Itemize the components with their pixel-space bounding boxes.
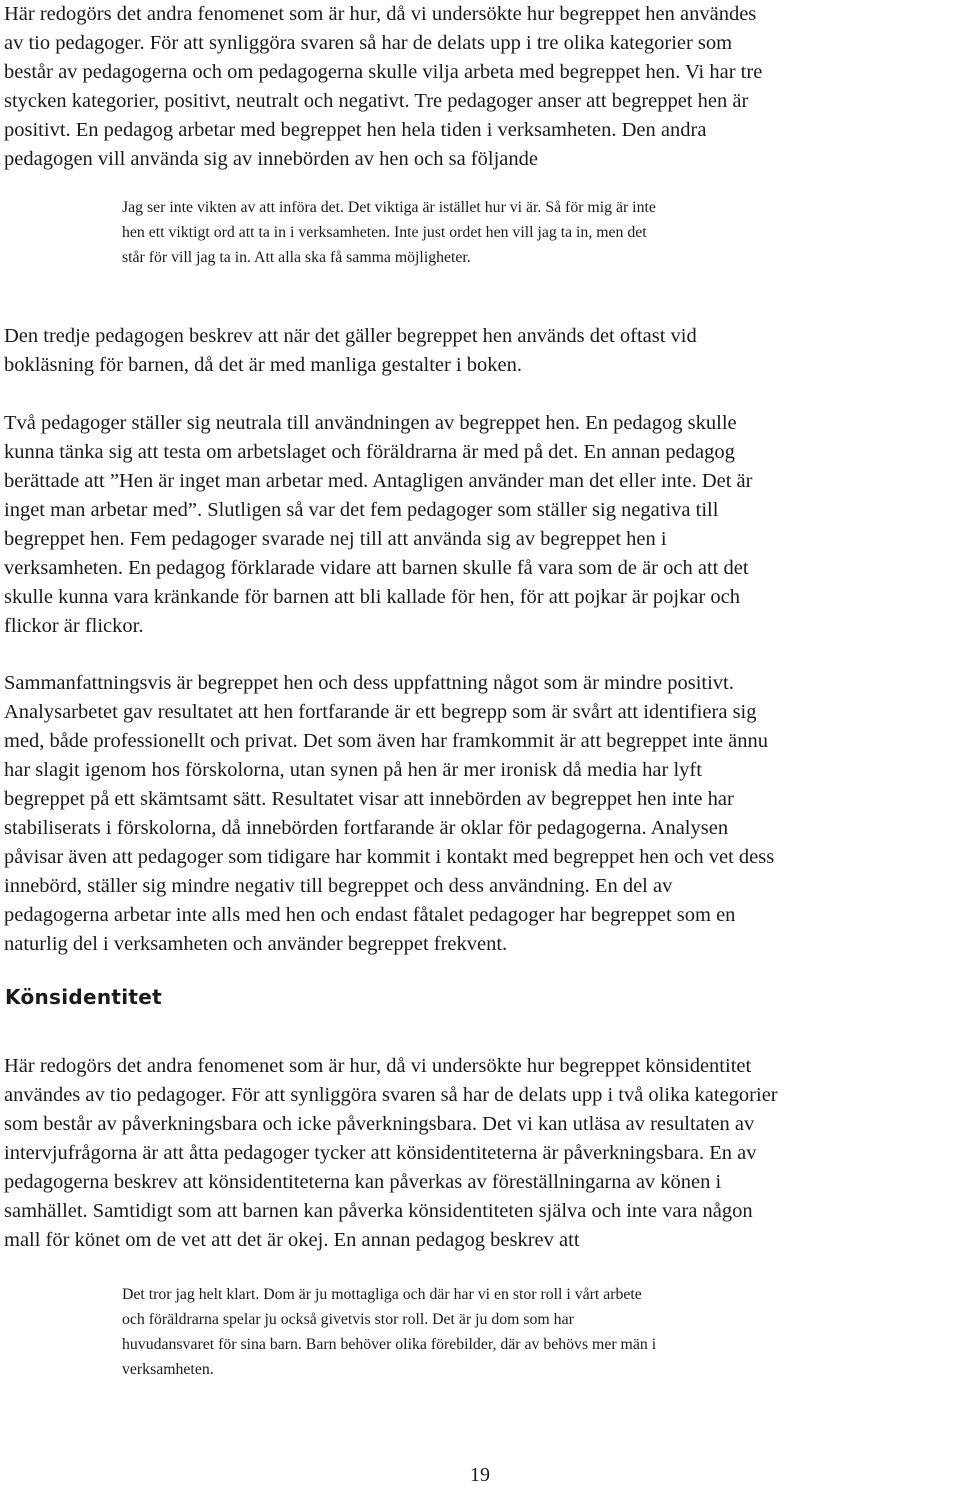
paragraph-third-pedagogue (4, 322, 958, 380)
block-quote-konsidentitet (122, 1282, 852, 1382)
text-line: stycken kategorier, positivt, neutralt och negativt. Tre pedagoger anser att begreppet hen är (4, 90, 749, 112)
quote-line: huvudansvaret för sina barn. Barn behöver olika förebilder, där av behövs mer män i (122, 1336, 657, 1353)
text-line: stabiliserats i förskolorna, då innebörden fortfarande är oklar för pedagogerna. Analysen (4, 817, 729, 839)
block-quote-hen (122, 195, 852, 270)
quote-line: Det tror jag helt klart. Dom är ju mottagliga och där har vi en stor roll i vårt arbete (122, 1286, 642, 1303)
text-line: Här redogörs det andra fenomenet som är hur, då vi undersökte hur begreppet könsidentitet (4, 1055, 752, 1077)
text-line: inget man arbetar med”. Slutligen så var det fem pedagoger som ställer sig negativa till (4, 499, 719, 521)
text-line: pedagogerna arbetar inte alls med hen och endast fåtalet pedagoger har begreppet som en (4, 904, 736, 926)
page-number: 19 (470, 1464, 490, 1486)
paragraph-neutral-negative (4, 409, 958, 641)
text-line: pedagogerna beskrev att könsidentiteterna kan påverkas av föreställningarna av könen i (4, 1171, 722, 1193)
text-line: som består av påverkningsbara och icke påverkningsbara. Det vi kan utläsa av resultaten av (4, 1113, 755, 1135)
text-line: naturlig del i verksamheten och använder begreppet frekvent. (4, 933, 508, 955)
text-line: skulle kunna vara kränkande för barnen att bli kallade för hen, för att pojkar är pojkar och (4, 586, 740, 608)
quote-line: hen ett viktigt ord att ta in i verksamheten. Inte just ordet hen vill jag ta in, men det (122, 224, 647, 241)
text-line: Här redogörs det andra fenomenet som är hur, då vi undersökte hur begreppet hen användes (4, 3, 757, 25)
text-line: Analysarbetet gav resultatet att hen fortfarande är ett begrepp som är svårt att identifiera sig (4, 701, 757, 723)
text-line: har slagit igenom hos förskolorna, utan synen på hen är mer ironisk då media har lyft (4, 759, 702, 781)
text-line: begreppet på ett skämtsamt sätt. Resultatet visar att innebörden av begreppet hen inte har (4, 788, 734, 810)
text-line: samhället. Samtidigt som att barnen kan påverka könsidentiteten själva och inte vara någon (4, 1200, 753, 1222)
text-line: Sammanfattningsvis är begreppet hen och dess uppfattning något som är mindre positivt. (4, 672, 734, 694)
quote-line: och föräldrarna spelar ju också givetvis stor roll. Det är ju dom som har (122, 1311, 574, 1328)
paragraph-summary (4, 669, 958, 959)
text-line: av tio pedagoger. För att synliggöra svaren så har de delats upp i tre olika kategorier som (4, 32, 733, 54)
paragraph-hen-intro (4, 0, 958, 174)
text-line: mall för könet om de vet att det är okej. En annan pedagog beskrev att (4, 1229, 580, 1251)
text-line: innebörd, ställer sig mindre negativ till begreppet och dess användning. En del av (4, 875, 673, 897)
text-line: positivt. En pedagog arbetar med begreppet hen hela tiden i verksamheten. Den andra (4, 119, 707, 141)
text-line: Två pedagoger ställer sig neutrala till användningen av begreppet hen. En pedagog skulle (4, 412, 737, 434)
section-heading: Könsidentitet (5, 985, 163, 1009)
text-line: bokläsning för barnen, då det är med manliga gestalter i boken. (4, 354, 523, 376)
quote-line: står för vill jag ta in. Att alla ska få samma möjligheter. (122, 249, 471, 266)
text-line: kunna tänka sig att testa om arbetslaget och föräldrarna är med på det. En annan pedagog (4, 441, 735, 463)
text-line: består av pedagogerna och om pedagogerna skulle vilja arbeta med begreppet hen. Vi har tre (4, 61, 763, 83)
text-line: användes av tio pedagoger. För att synliggöra svaren så har de delats upp i två olika kategorier (4, 1084, 778, 1106)
text-line: begreppet hen. Fem pedagoger svarade nej till att använda sig av begreppet hen i (4, 528, 667, 550)
text-line: pedagogen vill använda sig av innebörden av hen och sa följande (4, 148, 538, 170)
paragraph-konsidentitet-intro (4, 1052, 958, 1255)
text-line: flickor är flickor. (4, 615, 144, 637)
quote-line: verksamheten. (122, 1361, 214, 1378)
text-line: Den tredje pedagogen beskrev att när det gäller begreppet hen används det oftast vid (4, 325, 697, 347)
text-line: intervjufrågorna är att åtta pedagoger tycker att könsidentiteterna är påverkningsbara. En av (4, 1142, 757, 1164)
quote-line: Jag ser inte vikten av att införa det. Det viktiga är istället hur vi är. Så för mig är inte (122, 199, 656, 216)
text-line: med, både professionellt och privat. Det som även har framkommit är att begreppet inte ännu (4, 730, 768, 752)
text-line: berättade att ”Hen är inget man arbetar med. Antagligen använder man det eller inte. Det är (4, 470, 753, 492)
text-line: påvisar även att pedagoger som tidigare har kommit i kontakt med begreppet hen och vet dess (4, 846, 775, 868)
text-line: verksamheten. En pedagog förklarade vidare att barnen skulle få vara som de är och att det (4, 557, 749, 579)
